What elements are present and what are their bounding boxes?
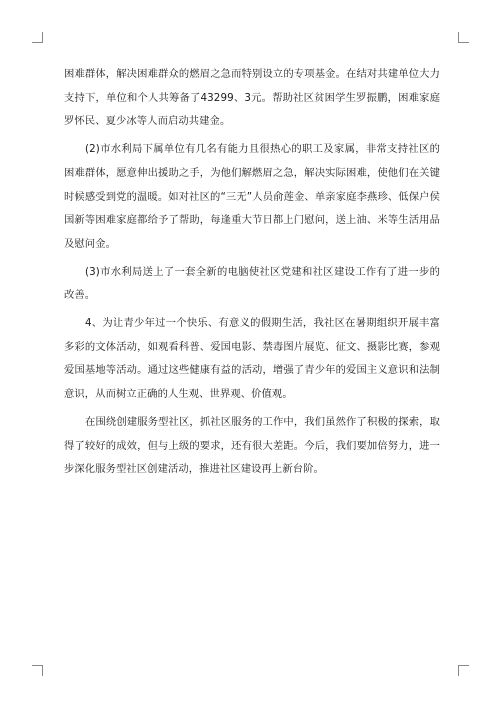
crop-mark-bottom-right <box>458 665 469 676</box>
document-body <box>64 63 440 486</box>
crop-mark-top-left <box>32 32 43 43</box>
paragraph-conclusion: 在围绕创建服务型社区，抓社区服务的工作中，我们虽然作了积极的探索，取得了较好的成效，但与上级的要求，还有很大差距。今后，我们要加倍努力，进一步深化服务型社区创建活动，推进社区建设再上新台阶。 <box>64 415 440 476</box>
crop-mark-top-right <box>458 32 469 43</box>
paragraph-water-bureau-staff: (2)市水利局下属单位有几名有能力且很热心的职工及家属，非常支持社区的困难群体，愿意伸出援助之手，为他们解燃眉之急，解决实际困难，使他们在关键时候感受到党的温暖。如对社区的“三无”人员俞莲金、单亲家庭李燕珍、低保户侯国新等困难家庭都给予了帮助，每逢重大节日都上门慰问，送上油、米等生活用品及慰问金。 <box>64 143 440 250</box>
paragraph-computer-donation: (3)市水利局送上了一套全新的电脑使社区党建和社区建设工作有了进一步的改善。 <box>64 265 440 302</box>
paragraph-youth-activities: 4、为让青少年过一个快乐、有意义的假期生活，我社区在暑期组织开展丰富多彩的文体活动，如观看科普、爱国电影、禁毒图片展览、征文、摄影比赛，参观爱国基地等活动。通过这些健康有益的活动，增强了青少年的爱国主义意识和法制意识，从而树立正确的人生观、世界观、价值观。 <box>64 317 440 401</box>
paragraph-fund-support: 困难群体，解决困难群众的燃眉之急而特别设立的专项基金。在结对共建单位大力支持下，单位和个人共筹备了43299、3元。帮助社区贫困学生罗振鹏，困难家庭罗怀民、夏少冰等人而启动共建金。 <box>64 68 440 128</box>
crop-mark-bottom-left <box>32 665 43 676</box>
